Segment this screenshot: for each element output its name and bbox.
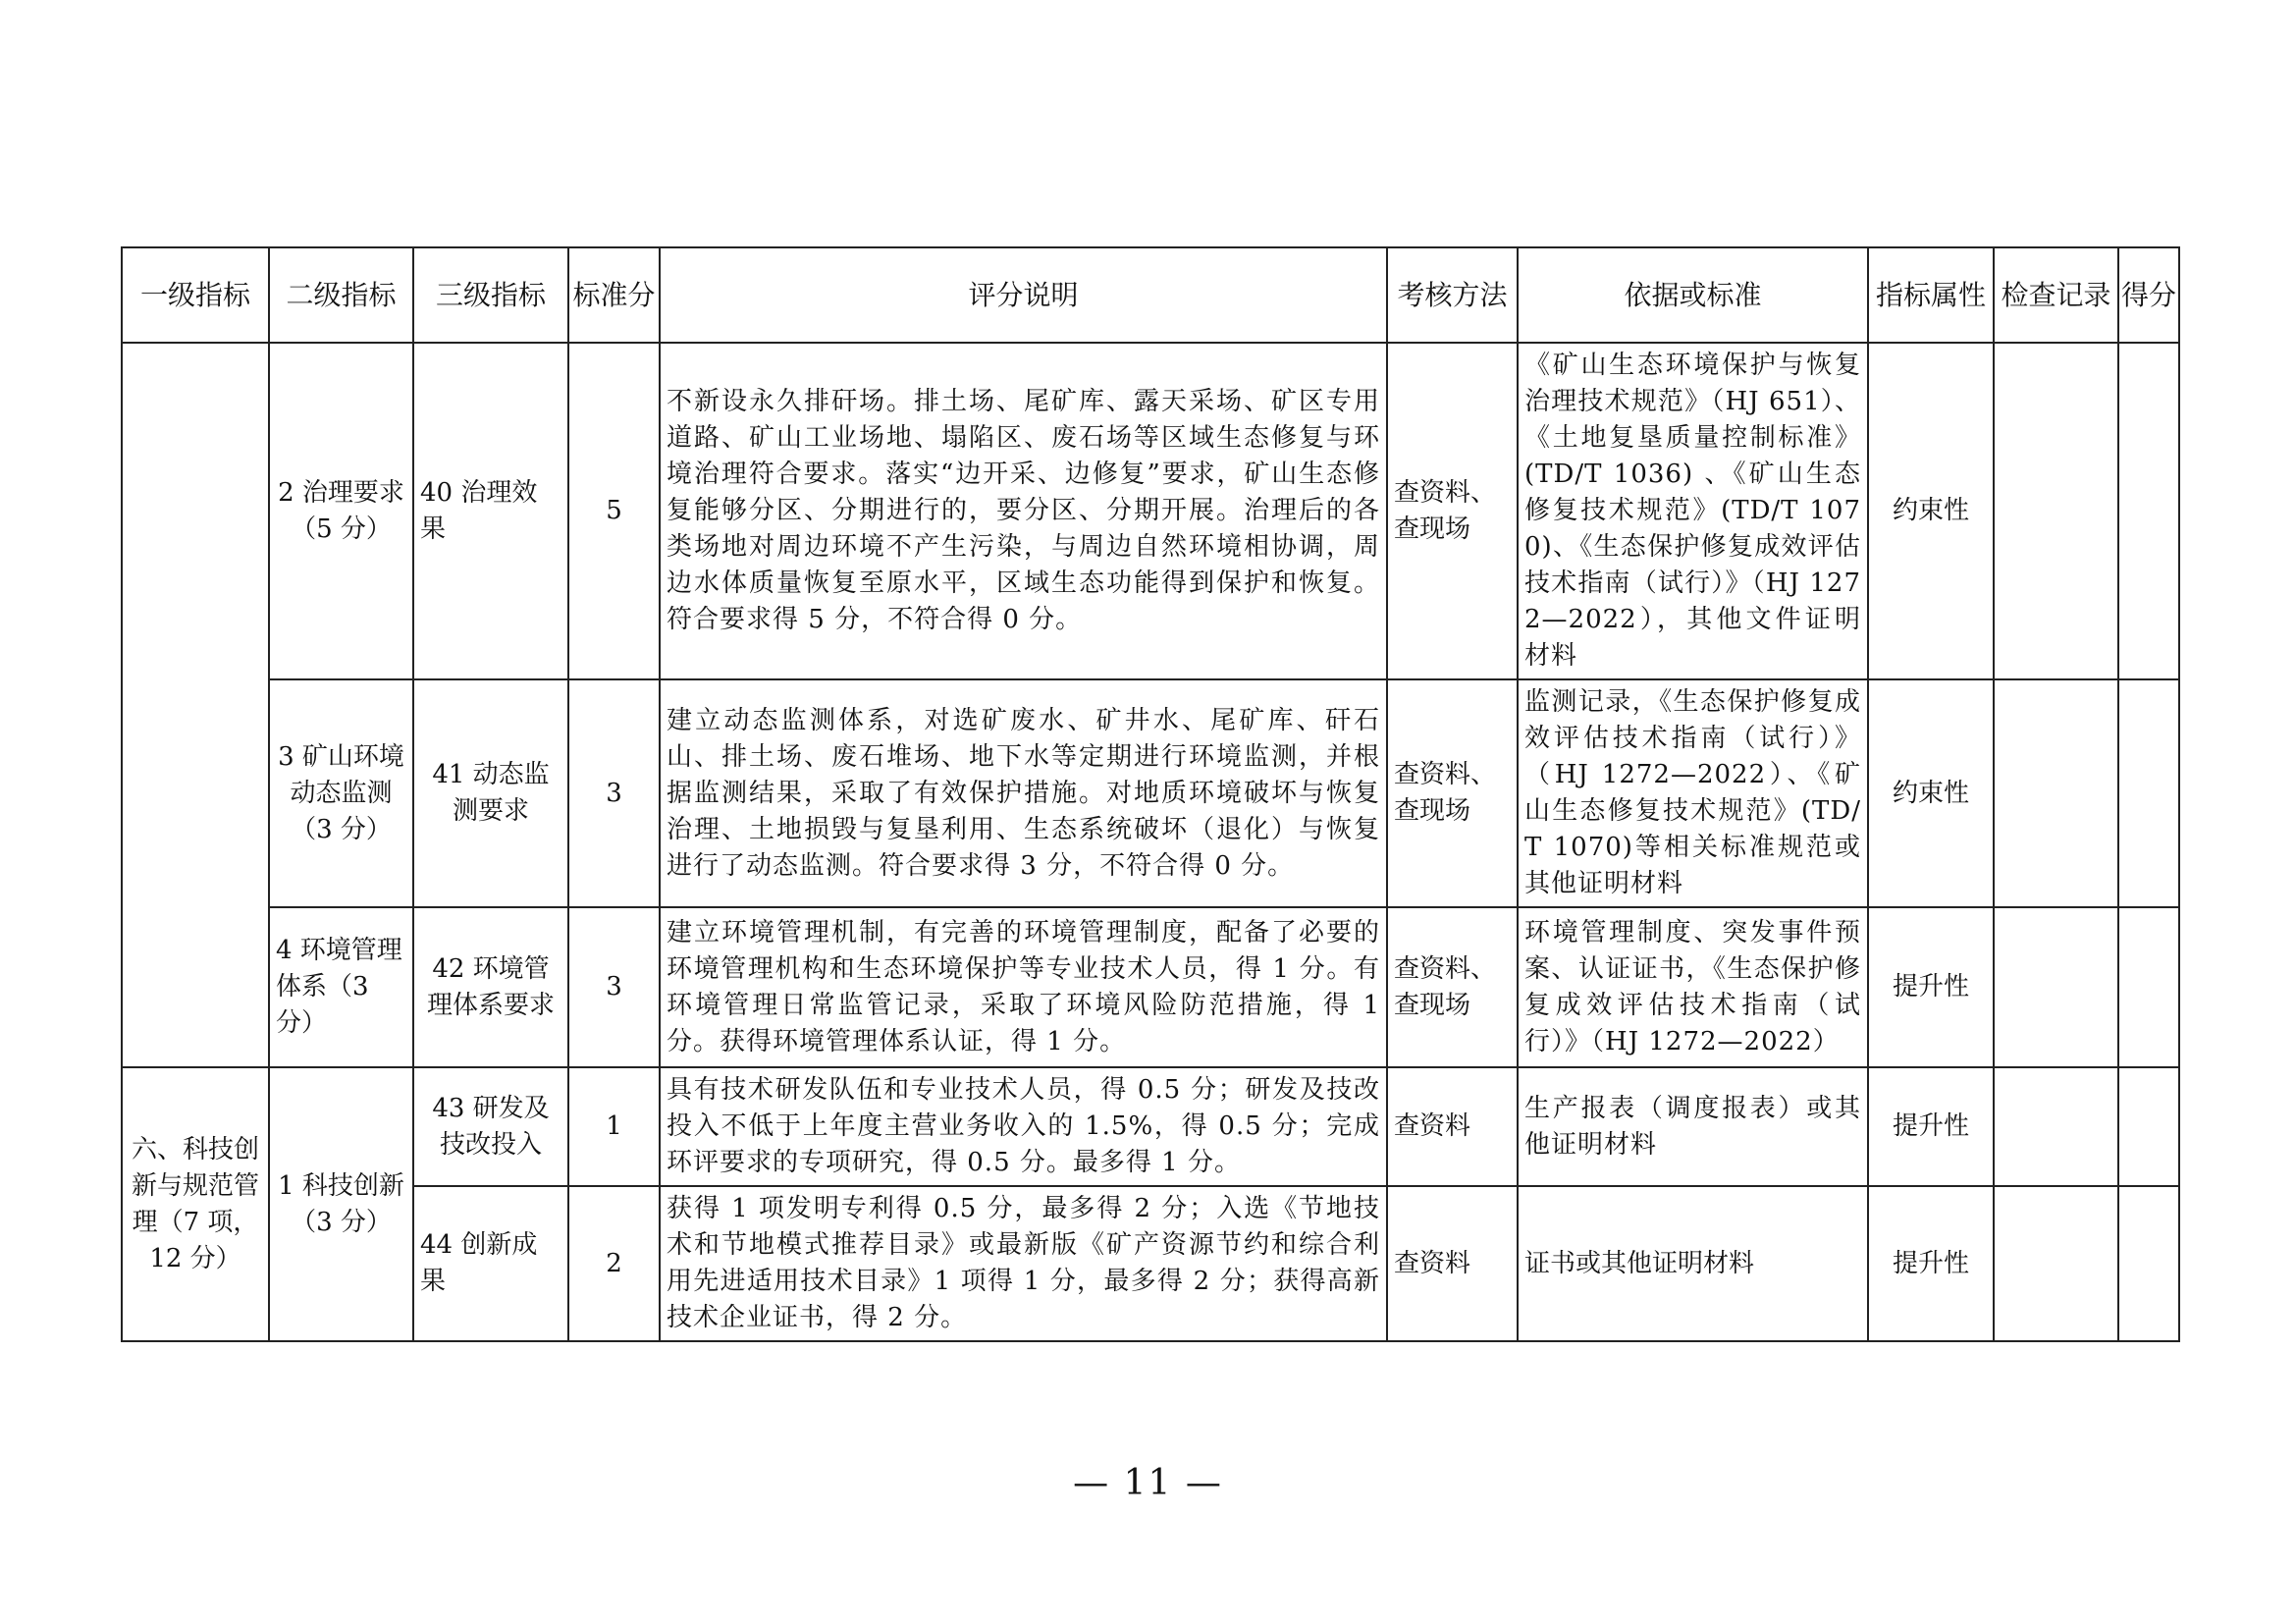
attribute-cell: 约束性 — [1868, 679, 1994, 907]
score-cell: 3 — [568, 679, 660, 907]
method-cell: 查资料、查现场 — [1387, 343, 1518, 679]
points-cell[interactable] — [2118, 1067, 2179, 1186]
basis-cell: 证书或其他证明材料 — [1518, 1186, 1868, 1341]
record-cell[interactable] — [1994, 343, 2118, 679]
attribute-cell: 约束性 — [1868, 343, 1994, 679]
page-number: — 11 — — [1073, 1463, 1223, 1503]
score-cell: 1 — [568, 1067, 660, 1186]
description-cell: 不新设永久排矸场。排土场、尾矿库、露天采场、矿区专用道路、矿山工业场地、塌陷区、废石场等区域生态修复与环境治理符合要求。落实“边开采、边修复”要求，矿山生态修复能够分区、分期进行的，要分区、分期开展。治理后的各类场地对周边环境不产生污染，与周边自然环境相协调，周边水体质量恢复至原水平，区域生态功能得到保护和恢复。符合要求得 5 分，不符合得 0 分。 — [660, 343, 1387, 679]
header-attribute: 指标属性 — [1868, 247, 1994, 343]
score-cell: 5 — [568, 343, 660, 679]
table-row — [122, 1186, 2179, 1341]
score-cell: 2 — [568, 1186, 660, 1341]
header-description: 评分说明 — [660, 247, 1387, 343]
record-cell[interactable] — [1994, 1186, 2118, 1341]
attribute-cell: 提升性 — [1868, 1186, 1994, 1341]
level3-cell: 41 动态监测要求 — [413, 679, 568, 907]
header-basis: 依据或标准 — [1518, 247, 1868, 343]
header-level3: 三级指标 — [413, 247, 568, 343]
description-cell: 获得 1 项发明专利得 0.5 分，最多得 2 分；入选《节地技术和节地模式推荐目录》或最新版《矿产资源节约和综合利用先进适用技术目录》1 项得 1 分，最多得 2 分；获得高新技术企业证书，得 2 分。 — [660, 1186, 1387, 1341]
level3-cell: 40 治理效果 — [413, 343, 568, 679]
points-cell[interactable] — [2118, 343, 2179, 679]
points-cell[interactable] — [2118, 679, 2179, 907]
level3-cell: 42 环境管理体系要求 — [413, 907, 568, 1067]
header-level1: 一级指标 — [122, 247, 269, 343]
method-cell: 查资料 — [1387, 1067, 1518, 1186]
attribute-cell: 提升性 — [1868, 907, 1994, 1067]
method-cell: 查资料、查现场 — [1387, 907, 1518, 1067]
basis-cell: 环境管理制度、突发事件预案、认证证书，《生态保护修复成效评估技术指南（试行）》（HJ 1272—2022） — [1518, 907, 1868, 1067]
level1-cell — [122, 343, 269, 1067]
level1-cell: 六、科技创新与规范管理（7 项，12 分） — [122, 1067, 269, 1341]
level3-cell: 43 研发及技改投入 — [413, 1067, 568, 1186]
level2-cell: 3 矿山环境动态监测（3 分） — [269, 679, 413, 907]
method-cell: 查资料 — [1387, 1186, 1518, 1341]
points-cell[interactable] — [2118, 1186, 2179, 1341]
level2-cell: 2 治理要求（5 分） — [269, 343, 413, 679]
evaluation-table — [121, 246, 2180, 1342]
level2-cell: 1 科技创新（3 分） — [269, 1067, 413, 1341]
header-method: 考核方法 — [1387, 247, 1518, 343]
table-row — [122, 343, 2179, 679]
record-cell[interactable] — [1994, 1067, 2118, 1186]
basis-cell: 生产报表（调度报表）或其他证明材料 — [1518, 1067, 1868, 1186]
description-cell: 建立动态监测体系，对选矿废水、矿井水、尾矿库、矸石山、排土场、废石堆场、地下水等定期进行环境监测，并根据监测结果，采取了有效保护措施。对地质环境破坏与恢复治理、土地损毁与复垦利用、生态系统破坏（退化）与恢复进行了动态监测。符合要求得 3 分，不符合得 0 分。 — [660, 679, 1387, 907]
basis-cell: 监测记录，《生态保护修复成效评估技术指南（试行）》（HJ 1272—2022）、《矿山生态修复技术规范》(TD/T 1070)等相关标准规范或其他证明材料 — [1518, 679, 1868, 907]
description-cell: 建立环境管理机制，有完善的环境管理制度，配备了必要的环境管理机构和生态环境保护等专业技术人员，得 1 分。有环境管理日常监管记录，采取了环境风险防范措施，得 1 分。获得环境管理体系认证，得 1 分。 — [660, 907, 1387, 1067]
table-row — [122, 679, 2179, 907]
table-row — [122, 907, 2179, 1067]
level3-cell: 44 创新成果 — [413, 1186, 568, 1341]
record-cell[interactable] — [1994, 679, 2118, 907]
points-cell[interactable] — [2118, 907, 2179, 1067]
basis-cell: 《矿山生态环境保护与恢复治理技术规范》（HJ 651）、《土地复垦质量控制标准》(TD/T 1036) 、《矿山生态修复技术规范》(TD/T 1070)、《生态保护修复成效评估技术指南（试行）》（HJ 1272—2022），其他文件证明材料 — [1518, 343, 1868, 679]
header-score: 标准分 — [568, 247, 660, 343]
score-cell: 3 — [568, 907, 660, 1067]
description-cell: 具有技术研发队伍和专业技术人员，得 0.5 分；研发及技改投入不低于上年度主营业务收入的 1.5%，得 0.5 分；完成环评要求的专项研究，得 0.5 分。最多得 1 分。 — [660, 1067, 1387, 1186]
attribute-cell: 提升性 — [1868, 1067, 1994, 1186]
method-cell: 查资料、查现场 — [1387, 679, 1518, 907]
level2-cell: 4 环境管理体系（3 分） — [269, 907, 413, 1067]
header-row — [122, 247, 2179, 343]
record-cell[interactable] — [1994, 907, 2118, 1067]
header-level2: 二级指标 — [269, 247, 413, 343]
header-record: 检查记录 — [1994, 247, 2118, 343]
table-row — [122, 1067, 2179, 1186]
header-points: 得分 — [2118, 247, 2179, 343]
